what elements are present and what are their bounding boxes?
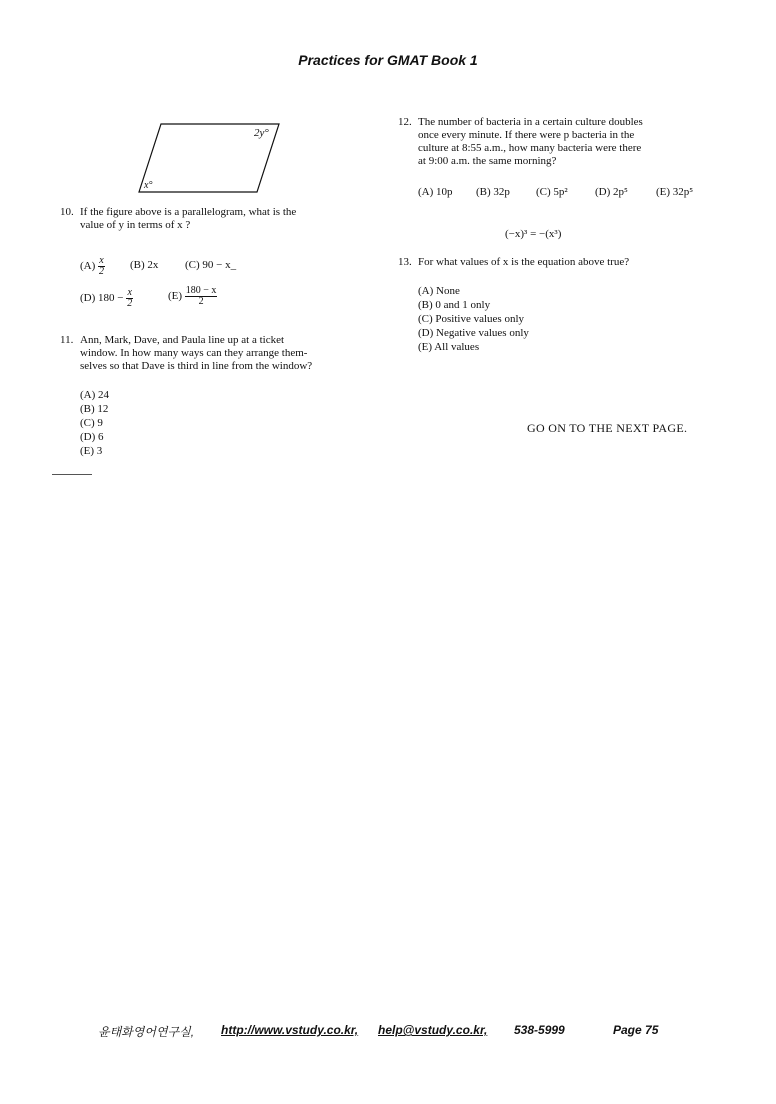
choice-item: (C) Positive values only [418,313,525,325]
question-text [80,206,380,232]
question-line: at 9:00 a.m. the same morning? [418,155,557,167]
choice-b: (B) 32p [476,186,510,198]
choice-item: (D) 6 [80,431,104,443]
choice-item: (A) None [418,285,460,297]
question-12 [398,116,738,206]
question-11 [60,334,380,464]
footer-org: 윤태화영어연구실, [98,1025,195,1039]
choice-a: (A) 10p [418,186,453,198]
choice-e: (E) 32p⁵ [656,186,694,198]
choice-e: (E) $\frac{180 - x}{2}$ [168,285,217,307]
choice-item: (E) All values [418,341,480,353]
question-text [80,334,380,373]
question-line: once every minute. If there were p bacteria in the [418,129,635,141]
question-line: If the figure above is a parallelogram, what is the [80,206,297,218]
choice-d: (D) 2p⁵ [595,186,628,198]
fraction: $\frac{180 - x}{2}$ [185,285,217,307]
choice-item: (E) 3 [80,445,103,457]
angle-label-x: x° [144,180,153,191]
question-line: Ann, Mark, Dave, and Paula line up at a ticket [80,334,285,346]
page-title: Practices for GMAT Book 1 [298,52,478,68]
fraction: $\frac{x}{2}$ [127,287,133,309]
question-line: For what values of x is the equation above true? [418,256,630,268]
choice-item: (B) 0 and 1 only [418,299,491,311]
question-line: value of y in terms of x ? [80,219,191,231]
choice-d: (D) 180 − $\frac{x}{2}$ [80,287,133,309]
question-line: selves so that Dave is third in line from the window? [80,360,313,372]
fraction: $\frac{x}{2}$ [99,255,105,277]
choice-item: (D) Negative values only [418,327,529,339]
equation: (−x)³ = −(x³) [505,228,562,240]
choice-item: (C) 9 [80,417,103,429]
question-13 [398,256,738,366]
go-next-instruction: GO ON TO THE NEXT PAGE. [527,421,688,435]
question-number: 12. [398,116,412,128]
parallelogram-figure [135,118,285,198]
question-number: 13. [398,256,412,268]
choice-list [418,284,529,354]
question-line: window. In how many ways can they arrange them- [80,347,308,359]
footer-email-link[interactable]: help@vstudy.co.kr, [378,1023,488,1037]
divider [52,474,92,475]
footer-phone: 538-5999 [514,1023,565,1037]
choice-c: (C) 5p² [536,186,568,198]
question-line: culture at 8:55 a.m., how many bacteria were there [418,142,642,154]
choice-list [80,388,109,458]
choice-item: (A) 24 [80,389,110,401]
choice-b: (B) 2x [130,259,159,271]
question-10 [60,206,380,309]
question-number: 11. [60,334,74,346]
angle-label-2y: 2y° [254,127,269,139]
choice-a: (A) $\frac{x}{2}$ [80,255,105,277]
question-line: The number of bacteria in a certain culture doubles [418,116,643,128]
question-text [418,116,738,168]
question-number: 10. [60,206,74,218]
choice-c: (C) 90 − x_ [185,259,237,271]
footer-url-link[interactable]: http://www.vstudy.co.kr, [221,1023,359,1037]
page-number: Page 75 [613,1023,659,1037]
question-text [418,256,738,269]
choice-item: (B) 12 [80,403,109,415]
